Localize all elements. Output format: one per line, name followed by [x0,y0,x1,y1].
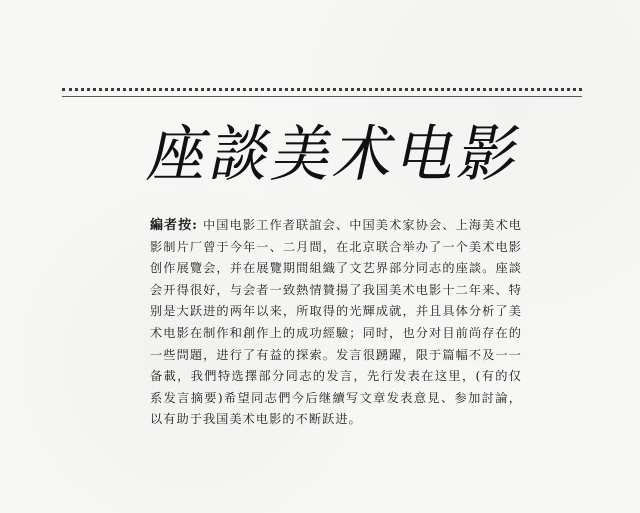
editor-note-body: 中国电影工作者联誼会、中国美术家协会、上海美术电影制片厂曾于今年一、二月間，在北京联合举办了一个美术电影创作展覽会，并在展覽期間組織了文艺界部分同志的座談。座談会开得很好，与会者一致熱情贊揚了我国美术电影十二年来、特别是大跃进的两年以来，所取得的光輝成就，并且具体分析了美术电影在制作和創作上的成功經驗；同时，也分对目前尚存在的一些問題，进行了有益的探索。发言很踴躍，限于篇幅不及一一备載，我們特选擇部分同志的发言，先行发表在这里，(有的仅系发言摘要)希望同志們今后继續写文章发表意見、参加討論，以有助于我国美术电影的不断跃进。 [150,218,522,427]
article-title: 座談美术电影 [142,118,530,190]
editor-note-label: 編者按: [150,218,198,233]
editor-note-paragraph [150,215,522,431]
header-divider-rule [62,88,582,97]
